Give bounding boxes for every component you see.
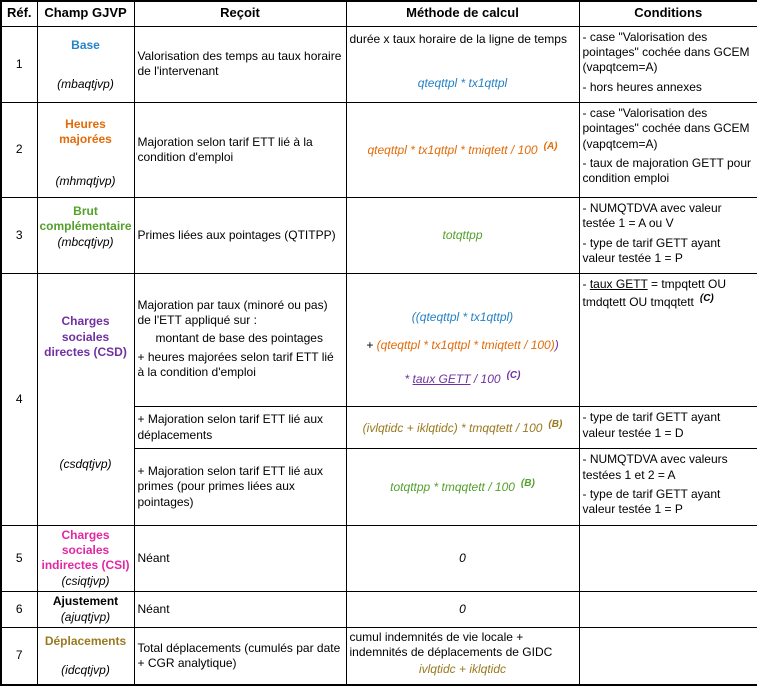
field-code: (csiqtjvp) <box>61 573 110 588</box>
formula-fragment: ) <box>554 337 559 352</box>
field-code: (ajuqtjvp) <box>60 609 111 624</box>
field-name: Charges sociales directes (CSD) <box>44 314 127 360</box>
ref-cell: 2 <box>1 102 37 197</box>
formula-operator: * <box>404 372 413 387</box>
recoit-cell: + Majoration selon tarif ETT lié aux primes (pour primes liées aux pointages) <box>134 449 346 525</box>
condition-item: - type de tarif GETT ayant valeur testée 1 = D <box>582 410 721 440</box>
champ-cell-base <box>37 26 134 102</box>
formula-tag-A: (A) <box>543 141 558 153</box>
formula: qteqttpl * tx1qttpl * tmiqtett / 100 <box>367 143 538 158</box>
condition-fragment: taux GETT <box>589 277 648 292</box>
champ-cell-heures-majorees <box>37 102 134 197</box>
conditions-cell <box>579 525 757 591</box>
ref-cell: 1 <box>1 26 37 102</box>
field-code: (idcqtjvp) <box>61 663 110 678</box>
formula-fragment: / 100 <box>470 372 501 387</box>
ref-cell: 7 <box>1 628 37 686</box>
champ-cell-brut-complementaire <box>37 198 134 274</box>
recoit-line: Majoration par taux (minoré ou pas) de l'ETT appliqué sur : <box>137 297 328 327</box>
formula-line: ((qteqttpl * tx1qttpl) <box>411 310 514 325</box>
condition-item <box>583 277 755 310</box>
formula-tag-C: (C) <box>506 370 521 382</box>
conditions-cell <box>579 274 757 407</box>
field-code: (mhmqtjvp) <box>55 173 116 188</box>
conditions-cell <box>579 449 757 525</box>
table-row <box>1 26 757 102</box>
methode-cell <box>346 592 579 628</box>
formula-line <box>350 370 576 387</box>
recoit-cell: + Majoration selon tarif ETT lié aux déplacements <box>134 407 346 449</box>
condition-item: - type de tarif GETT ayant valeur testée 1 = P <box>582 486 721 517</box>
recoit-cell: Néant <box>134 525 346 591</box>
methode-cell <box>346 628 579 686</box>
field-code: (mbaqtjvp) <box>57 77 114 92</box>
champ-cell-csi <box>37 525 134 591</box>
condition-fragment: - <box>582 277 590 292</box>
methode-cell <box>346 449 579 525</box>
header-conditions: Conditions <box>579 1 757 26</box>
champ-cell-csd <box>37 274 134 525</box>
formula: 0 <box>459 601 466 616</box>
table-row <box>1 525 757 591</box>
condition-item: - type de tarif GETT ayant valeur testée 1 = P <box>582 235 721 266</box>
formula: (ivlqtidc + iklqtidc) * tmqqtett / 100 <box>362 421 543 436</box>
conditions-cell <box>579 628 757 686</box>
formula-tag-B: (B) <box>520 478 535 490</box>
table-row <box>1 102 757 197</box>
recoit-cell: Valorisation des temps au taux horaire de l'intervenant <box>134 26 346 102</box>
condition-fragment: = tmpqtett OU tmdqtett OU tmqqtett <box>582 277 727 309</box>
conditions-cell <box>579 407 757 449</box>
header-methode: Méthode de calcul <box>346 1 579 26</box>
champ-cell-ajustement <box>37 592 134 628</box>
field-name: Ajustement <box>52 594 119 609</box>
ref-cell: 3 <box>1 198 37 274</box>
table-row <box>1 628 757 686</box>
methode-cell <box>346 102 579 197</box>
condition-item: - case "Valorisation des pointages" cochée dans GCEM (vapqtcem=A) <box>582 105 750 151</box>
field-name: Base <box>71 37 100 52</box>
ref-cell: 4 <box>1 274 37 525</box>
recoit-cell: Majoration selon tarif ETT lié à la condition d'emploi <box>134 102 346 197</box>
recoit-line: montant de base des pointages <box>155 331 323 346</box>
condition-item: - case "Valorisation des pointages" cochée dans GCEM (vapqtcem=A) <box>582 29 750 75</box>
formula: totqttpp <box>442 228 483 243</box>
methode-text: durée x taux horaire de la ligne de temps <box>349 32 567 47</box>
methode-text: cumul indemnités de vie locale + indemnités de déplacements de GIDC <box>349 630 553 660</box>
field-name: Déplacements <box>44 634 127 649</box>
conditions-cell <box>579 102 757 197</box>
header-ref: Réf. <box>1 1 37 26</box>
methode-cell <box>346 274 579 407</box>
recoit-cell: Néant <box>134 592 346 628</box>
condition-item: - NUMQTDVA avec valeur testée 1 = A ou V <box>582 201 722 231</box>
conditions-cell <box>579 26 757 102</box>
formula: 0 <box>459 550 466 565</box>
champ-cell-deplacements <box>37 628 134 686</box>
recoit-cell <box>134 274 346 407</box>
recoit-line: + heures majorées selon tarif ETT lié à la condition d'emploi <box>137 349 334 379</box>
formula-tag-B: (B) <box>548 419 563 431</box>
recoit-cell: Total déplacements (cumulés par date + CGR analytique) <box>134 628 346 686</box>
table-row <box>1 198 757 274</box>
condition-tag-C: (C) <box>699 292 714 304</box>
formula: qteqttpl * tx1qttpl <box>417 75 508 90</box>
field-code: (mbcqtjvp) <box>57 234 114 249</box>
formula-line <box>350 338 576 353</box>
condition-item: - taux de majoration GETT pour condition emploi <box>582 156 752 186</box>
table-header-row <box>1 1 757 26</box>
formula: totqttpp * tmqqtett / 100 <box>390 480 515 495</box>
field-name: Brut complémentaire <box>39 204 132 234</box>
formula-operator: + <box>366 337 377 352</box>
field-code: (csdqtjvp) <box>59 456 112 471</box>
field-name: Heures majorées <box>59 116 112 147</box>
header-champ-gjvp: Champ GJVP <box>37 1 134 26</box>
formula-fragment: taux GETT <box>412 372 471 387</box>
ref-cell: 5 <box>1 525 37 591</box>
methode-cell <box>346 525 579 591</box>
methode-cell <box>346 198 579 274</box>
methode-cell <box>346 407 579 449</box>
field-name: Charges sociales indirectes (CSI) <box>41 527 130 573</box>
conditions-cell <box>579 198 757 274</box>
conditions-cell <box>579 592 757 628</box>
methode-cell <box>346 26 579 102</box>
table-row <box>1 592 757 628</box>
condition-item: - NUMQTDVA avec valeurs testées 1 et 2 = A <box>582 452 728 482</box>
ref-cell: 6 <box>1 592 37 628</box>
header-recoit: Reçoit <box>134 1 346 26</box>
table-row <box>1 274 757 407</box>
condition-item: - hors heures annexes <box>582 79 702 94</box>
formula: ivlqtidc + iklqtidc <box>418 661 507 676</box>
formula-fragment: (qteqttpl * tx1qttpl * tmiqtett / 100) <box>376 337 555 352</box>
recoit-cell: Primes liées aux pointages (QTITPP) <box>134 198 346 274</box>
